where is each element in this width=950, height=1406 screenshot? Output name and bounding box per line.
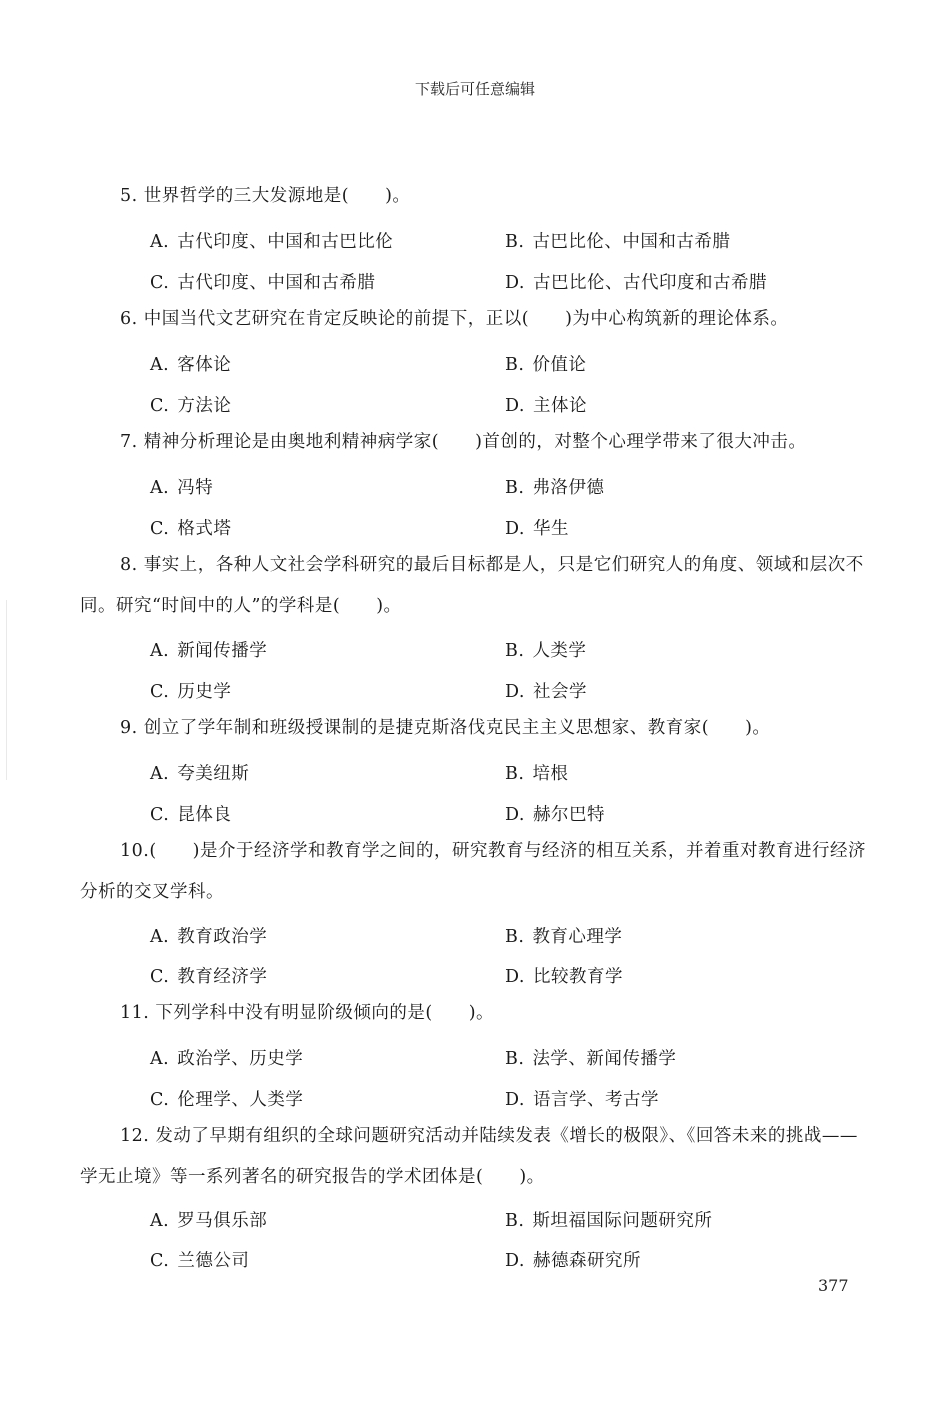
option-d: D. 主体论 (505, 396, 587, 416)
question-stem: 11. 下列学科中没有明显阶级倾向的是( )。 (120, 1003, 495, 1023)
option-d: D. 赫尔巴特 (505, 805, 605, 825)
question-10 (80, 831, 870, 913)
question-stem: 8. 事实上，各种人文社会学科研究的最后目标都是人，只是它们研究人的角度、领域和层次不同。研究“时间中的人”的学科是( )。 (80, 555, 864, 616)
option-d: D. 古巴比伦、古代印度和古希腊 (505, 273, 767, 293)
question-8 (80, 545, 870, 627)
option-c: C. 教育经济学 (150, 967, 268, 987)
question-12 (80, 1116, 870, 1198)
question-6 (80, 299, 870, 340)
option-d: D. 赫德森研究所 (505, 1251, 641, 1271)
option-b: B. 弗洛伊德 (505, 478, 605, 498)
option-b: B. 教育心理学 (505, 927, 623, 947)
option-d: D. 语言学、考古学 (505, 1090, 659, 1110)
option-d: D. 比较教育学 (505, 967, 623, 987)
option-a: A. 罗马俱乐部 (150, 1211, 268, 1231)
option-c: C. 昆体良 (150, 805, 232, 825)
page-header: 下载后可任意编辑 (414, 80, 535, 98)
question-5 (80, 176, 870, 217)
option-c: C. 历史学 (150, 682, 232, 702)
option-c: C. 兰德公司 (150, 1251, 250, 1271)
question-11 (80, 993, 870, 1034)
option-a: A. 客体论 (150, 355, 232, 375)
question-stem: 9. 创立了学年制和班级授课制的是捷克斯洛伐克民主主义思想家、教育家( )。 (120, 718, 771, 738)
page-number: 377 (818, 1276, 849, 1295)
question-stem: 10.( )是介于经济学和教育学之间的，研究教育与经济的相互关系，并着重对教育进行经济分析的交叉学科。 (80, 841, 866, 902)
question-7 (80, 422, 870, 463)
option-d: D. 华生 (505, 519, 569, 539)
option-a: A. 冯特 (150, 478, 214, 498)
option-b: B. 培根 (505, 764, 569, 784)
option-b: B. 法学、新闻传播学 (505, 1049, 677, 1069)
option-a: A. 夸美纽斯 (150, 764, 250, 784)
question-stem: 5. 世界哲学的三大发源地是( )。 (120, 186, 411, 206)
option-b: B. 斯坦福国际问题研究所 (505, 1211, 713, 1231)
option-a: A. 政治学、历史学 (150, 1049, 304, 1069)
option-b: B. 古巴比伦、中国和古希腊 (505, 232, 731, 252)
option-c: C. 格式塔 (150, 519, 232, 539)
option-c: C. 方法论 (150, 396, 232, 416)
question-stem: 7. 精神分析理论是由奥地利精神病学家( )首创的，对整个心理学带来了很大冲击。 (120, 432, 807, 452)
option-b: B. 人类学 (505, 641, 587, 661)
question-9 (80, 708, 870, 749)
option-c: C. 古代印度、中国和古希腊 (150, 273, 376, 293)
option-b: B. 价值论 (505, 355, 587, 375)
option-d: D. 社会学 (505, 682, 587, 702)
option-c: C. 伦理学、人类学 (150, 1090, 304, 1110)
option-a: A. 古代印度、中国和古巴比伦 (150, 232, 394, 252)
scan-artifact (6, 600, 7, 780)
question-stem: 12. 发动了早期有组织的全球问题研究活动并陆续发表《增长的极限》、《回答未来的挑战——学无止境》等一系列著名的研究报告的学术团体是( )。 (80, 1126, 858, 1187)
option-a: A. 教育政治学 (150, 927, 268, 947)
question-stem: 6. 中国当代文艺研究在肯定反映论的前提下，正以( )为中心构筑新的理论体系。 (120, 309, 789, 329)
option-a: A. 新闻传播学 (150, 641, 268, 661)
